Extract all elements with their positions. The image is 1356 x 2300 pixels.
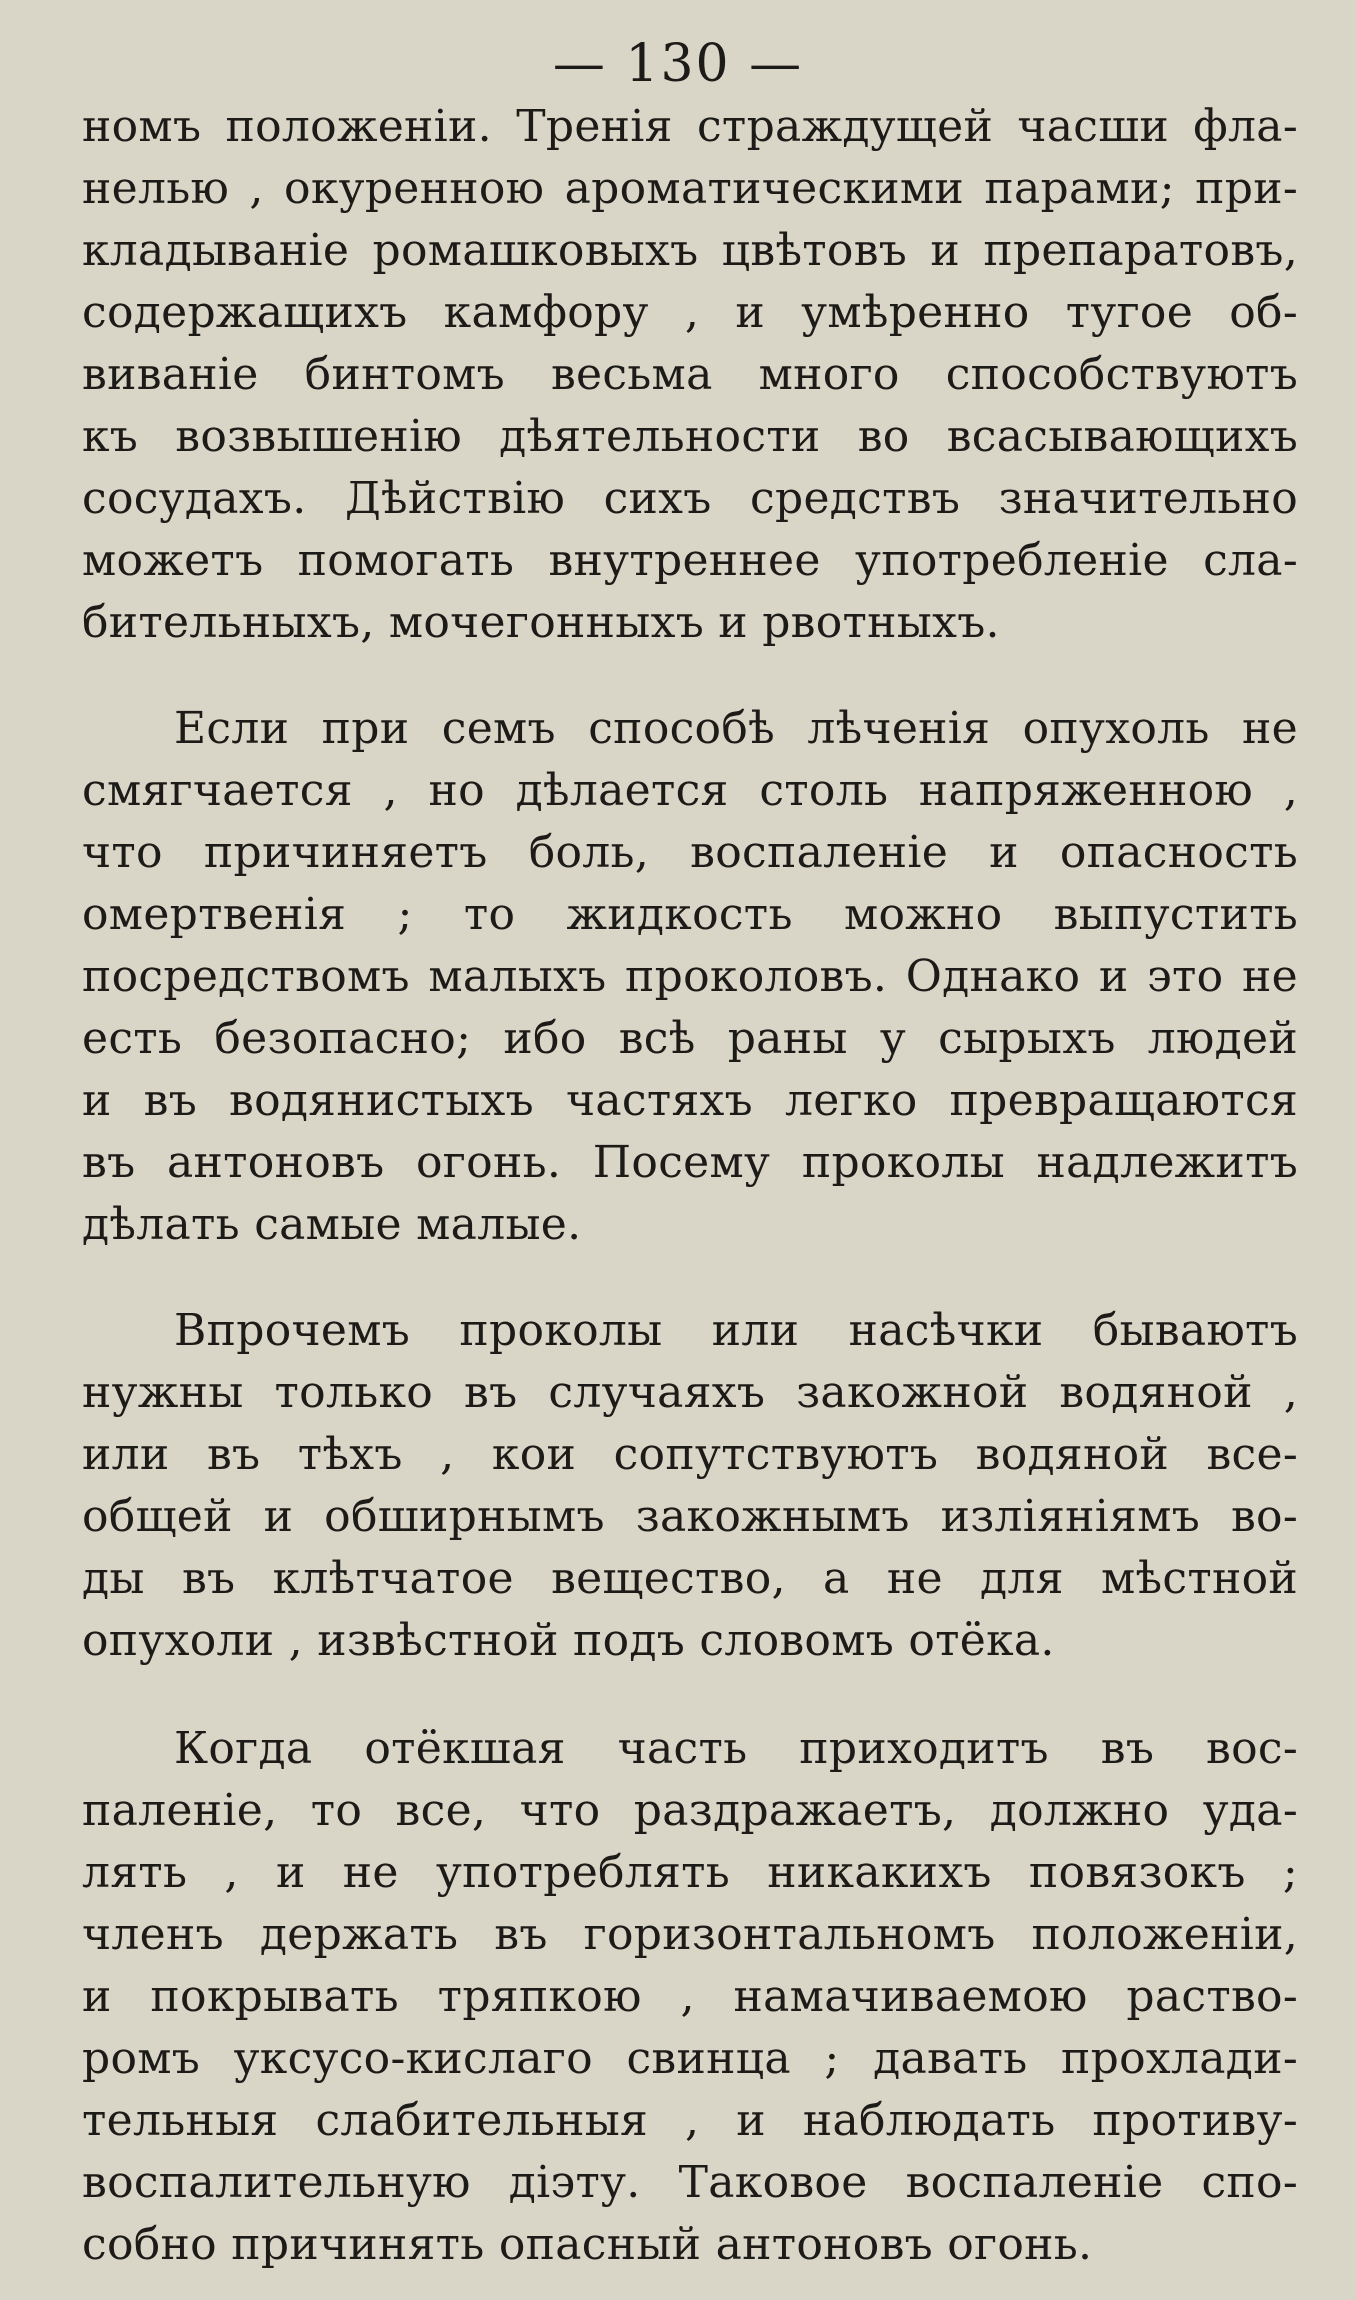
text-line: посредствомъ малыхъ проколовъ. Однако и это не (82, 951, 1298, 1002)
text-line: кладываніе ромашковыхъ цвѣтовъ и препаратовъ, (82, 225, 1298, 276)
text-line: виваніе бинтомъ весьма много способствуютъ (82, 349, 1298, 400)
paragraph-3 (82, 1300, 1298, 1672)
text-line: содержащихъ камфору , и умѣренно тугое об- (82, 287, 1298, 338)
text-line: тельныя слабительныя , и наблюдать противу- (82, 2095, 1298, 2146)
text-line: смягчается , но дѣлается столь напряженною , (82, 765, 1298, 816)
text-line: есть безопасно; ибо всѣ раны у сырыхъ людей (82, 1013, 1298, 1064)
text-line: воспалительную діэту. Таковое воспаленіе спо- (82, 2157, 1298, 2208)
text-line: сосудахъ. Дѣйствію сихъ средствъ значительно (82, 473, 1298, 524)
text-line: можетъ помогать внутреннее употребленіе сла- (82, 535, 1298, 586)
text-line: паленіе, то все, что раздражаетъ, должно уда- (82, 1785, 1298, 1836)
text-line: дѣлать самые малые. (82, 1199, 582, 1250)
paragraph-2 (82, 698, 1298, 1256)
text-line: Впрочемъ проколы или насѣчки бываютъ (174, 1305, 1298, 1356)
text-line: нужны только въ случаяхъ закожной водяной , (82, 1367, 1298, 1418)
body-text (82, 96, 1298, 2276)
text-line: лять , и не употреблять никакихъ повязокъ ; (82, 1847, 1298, 1898)
paragraph-4 (82, 1718, 1298, 2276)
text-line: и въ водянистыхъ частяхъ легко превращаются (82, 1075, 1298, 1126)
text-line: омертвенія ; то жидкость можно выпустить (82, 889, 1298, 940)
text-line: Если при семъ способѣ лѣченія опухоль не (174, 703, 1298, 754)
text-line: ды въ клѣтчатое вещество, а не для мѣстной (82, 1553, 1298, 1604)
text-line: или въ тѣхъ , кои сопутствуютъ водяной все- (82, 1429, 1298, 1480)
page-number: — 130 — (552, 34, 804, 94)
text-line: номъ положеніи. Тренія страждущей часши фла- (82, 101, 1298, 152)
text-line: что причиняетъ боль, воспаленіе и опасность (82, 827, 1298, 878)
paragraph-1 (82, 96, 1298, 654)
text-line: общей и обширнымъ закожнымъ изліяніямъ во- (82, 1491, 1298, 1542)
text-line: въ антоновъ огонь. Посему проколы надлежитъ (82, 1137, 1298, 1188)
text-line: собно причинять опасный антоновъ огонь. (82, 2219, 1093, 2270)
text-line: опухоли , извѣстной подъ словомъ отёка. (82, 1615, 1055, 1666)
text-line: и покрывать тряпкою , намачиваемою раство- (82, 1971, 1298, 2022)
text-line: членъ держать въ горизонтальномъ положеніи, (82, 1909, 1298, 1960)
text-line: бительныхъ, мочегонныхъ и рвотныхъ. (82, 597, 1000, 648)
text-line: ромъ уксусо-кислаго свинца ; давать прохлади- (82, 2033, 1298, 2084)
text-line: Когда отёкшая часть приходитъ въ вос- (174, 1723, 1298, 1774)
text-line: нелью , окуренною ароматическими парами; при- (82, 163, 1298, 214)
text-line: къ возвышенію дѣятельности во всасывающихъ (82, 411, 1298, 462)
